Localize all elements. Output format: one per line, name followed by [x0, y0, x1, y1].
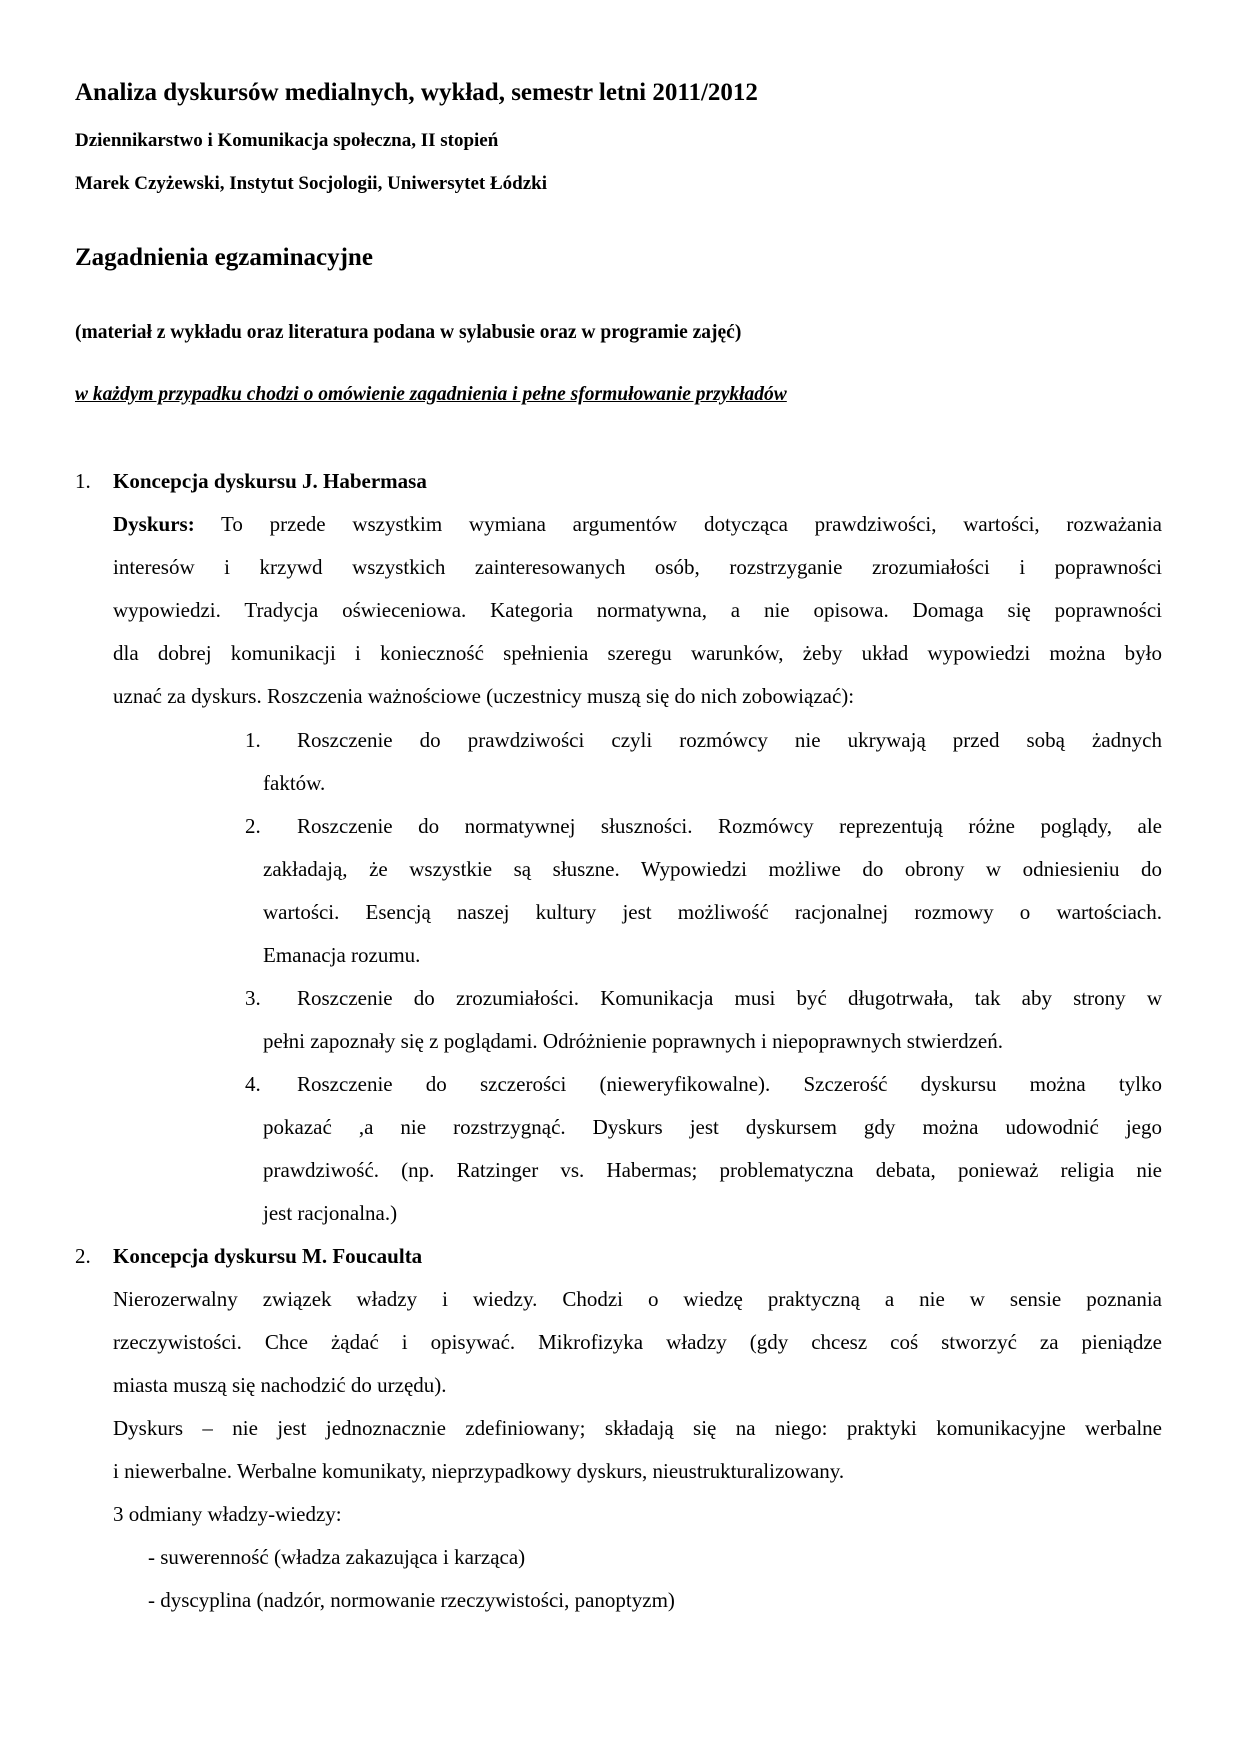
claim-line: pełni zapoznały się z poglądami. Odróżnienie poprawnych i niepoprawnych stwierdzeń. [263, 1029, 1003, 1053]
paragraph-line: 3 odmiany władzy-wiedzy: [113, 1502, 342, 1526]
paragraph-line: rzeczywistości. Chce żądać i opisywać. Mikrofizyka władzy (gdy chcesz coś stworzyć za pieniądze [113, 1330, 1162, 1354]
paragraph-line: miasta muszą się nachodzić do urzędu). [113, 1373, 447, 1397]
author-line: Marek Czyżewski, Instytut Socjologii, Uniwersytet Łódzki [75, 173, 547, 194]
paragraph-line: Dyskurs: To przede wszystkim wymiana argumentów dotycząca prawdziwości, wartości, rozważania [113, 512, 1162, 536]
paragraph-line: i niewerbalne. Werbalne komunikaty, nieprzypadkowy dyskurs, nieustrukturalizowany. [113, 1459, 845, 1483]
claim-line: faktów. [263, 771, 326, 795]
paragraph-line: Nierozerwalny związek władzy i wiedzy. Chodzi o wiedzę praktyczną a nie w sensie poznania [113, 1287, 1162, 1311]
program-line: Dziennikarstwo i Komunikacja społeczna, II stopień [75, 130, 499, 151]
section-title: Zagadnienia egzaminacyjne [75, 244, 373, 271]
instruction-note: w każdym przypadku chodzi o omówienie zagadnienia i pełne sformułowanie przykładów [75, 384, 787, 405]
scope-note: (materiał z wykładu oraz literatura podana w sylabusie oraz w programie zajęć) [75, 322, 742, 343]
claim-line: pokazać ,a nie rozstrzygnąć. Dyskurs jest dyskursem gdy można udowodnić jego [263, 1115, 1162, 1139]
definition-label: Dyskurs: [113, 512, 195, 536]
topic-heading: Koncepcja dyskursu M. Foucaulta [113, 1244, 423, 1268]
paragraph-line: dla dobrej komunikacji i konieczność spełnienia szeregu warunków, żeby układ wypowiedzi można było [113, 641, 1162, 665]
power-form-item: - suwerenność (władza zakazująca i karząca) [148, 1545, 526, 1569]
claim-line: wartości. Esencją naszej kultury jest możliwość racjonalnej rozmowy o wartościach. [263, 900, 1162, 924]
claim-number: 4. [245, 1072, 261, 1096]
claim-line: Emanacja rozumu. [263, 943, 421, 967]
power-form-item: - dyscyplina (nadzór, normowanie rzeczywistości, panoptyzm) [148, 1588, 675, 1612]
topic-number: 1. [75, 469, 91, 493]
claim-line: Roszczenie do normatywnej słuszności. Rozmówcy reprezentują różne poglądy, ale [297, 814, 1162, 838]
claim-number: 1. [245, 728, 261, 752]
claim-number: 2. [245, 814, 261, 838]
claim-line: prawdziwość. (np. Ratzinger vs. Habermas; problematyczna debata, ponieważ religia nie [263, 1158, 1162, 1182]
paragraph-line: wypowiedzi. Tradycja oświeceniowa. Kategoria normatywna, a nie opisowa. Domaga się poprawności [113, 598, 1162, 622]
claim-line: Roszczenie do prawdziwości czyli rozmówcy nie ukrywają przed sobą żadnych [297, 728, 1162, 752]
claim-line: jest racjonalna.) [263, 1201, 398, 1225]
claim-number: 3. [245, 986, 261, 1010]
claim-line: Roszczenie do zrozumiałości. Komunikacja musi być długotrwała, tak aby strony w [297, 986, 1162, 1010]
paragraph-line: interesów i krzywd wszystkich zainteresowanych osób, rozstrzyganie zrozumiałości i poprawności [113, 555, 1162, 579]
topic-number: 2. [75, 1244, 91, 1268]
claim-line: zakładają, że wszystkie są słuszne. Wypowiedzi możliwe do obrony w odniesieniu do [263, 857, 1162, 881]
claim-line: Roszczenie do szczerości (nieweryfikowalne). Szczerość dyskursu można tylko [297, 1072, 1162, 1096]
topic-heading: Koncepcja dyskursu J. Habermasa [113, 469, 427, 493]
paragraph-line: Dyskurs – nie jest jednoznacznie zdefiniowany; składają się na niego: praktyki komunikacyjne werbalne [113, 1416, 1162, 1440]
document-title: Analiza dyskursów medialnych, wykład, semestr letni 2011/2012 [75, 79, 758, 106]
paragraph-line: uznać za dyskurs. Roszczenia ważnościowe (uczestnicy muszą się do nich zobowiązać): [113, 684, 855, 708]
